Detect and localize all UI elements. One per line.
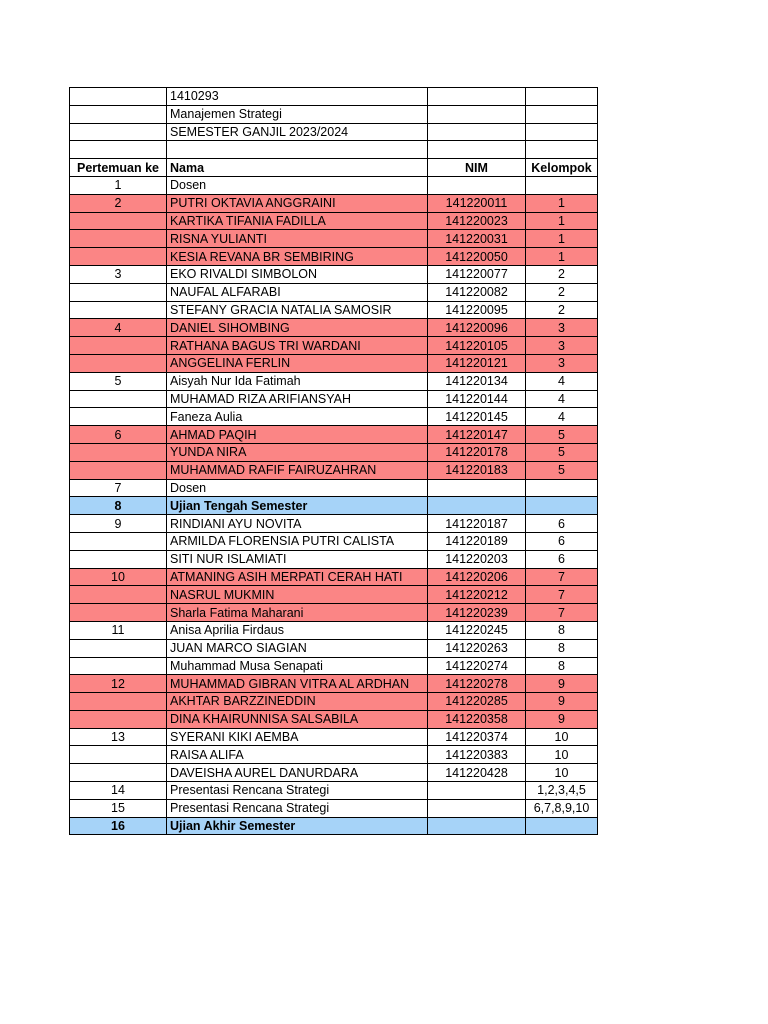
- table-row: [70, 657, 598, 675]
- cell-nim: 141220278: [428, 675, 526, 693]
- empty-cell: [526, 123, 598, 141]
- empty-cell: [428, 105, 526, 123]
- empty-cell: [70, 123, 167, 141]
- cell-kelompok: 2: [526, 301, 598, 319]
- cell-pertemuan: [70, 639, 167, 657]
- cell-nim: [428, 479, 526, 497]
- cell-nim: 141220105: [428, 337, 526, 355]
- cell-kelompok: 1: [526, 248, 598, 266]
- cell-pertemuan: 4: [70, 319, 167, 337]
- semester-label: SEMESTER GANJIL 2023/2024: [167, 123, 428, 141]
- table-body: [70, 88, 598, 835]
- cell-kelompok: 4: [526, 372, 598, 390]
- cell-pertemuan: [70, 301, 167, 319]
- cell-nim: 141220178: [428, 443, 526, 461]
- cell-nim: 141220011: [428, 194, 526, 212]
- cell-pertemuan: [70, 248, 167, 266]
- cell-nama: KESIA REVANA BR SEMBIRING: [167, 248, 428, 266]
- cell-kelompok: 3: [526, 337, 598, 355]
- cell-pertemuan: 7: [70, 479, 167, 497]
- cell-kelompok: 2: [526, 265, 598, 283]
- table-row: [70, 764, 598, 782]
- cell-nama: Muhammad Musa Senapati: [167, 657, 428, 675]
- cell-nama: MUHAMMAD GIBRAN VITRA AL ARDHAN: [167, 675, 428, 693]
- cell-kelompok: 8: [526, 639, 598, 657]
- cell-pertemuan: [70, 283, 167, 301]
- table-row: [70, 568, 598, 586]
- cell-kelompok: 9: [526, 710, 598, 728]
- cell-nama: EKO RIVALDI SIMBOLON: [167, 265, 428, 283]
- cell-pertemuan: 5: [70, 372, 167, 390]
- cell-pertemuan: 6: [70, 426, 167, 444]
- cell-nim: [428, 817, 526, 835]
- table-row: [70, 283, 598, 301]
- table-row: [70, 461, 598, 479]
- cell-kelompok: 4: [526, 390, 598, 408]
- cell-nama: DANIEL SIHOMBING: [167, 319, 428, 337]
- cell-nama: Faneza Aulia: [167, 408, 428, 426]
- course-name: Manajemen Strategi: [167, 105, 428, 123]
- cell-nim: 141220189: [428, 532, 526, 550]
- table-row: [70, 586, 598, 604]
- cell-pertemuan: [70, 212, 167, 230]
- table-row: [70, 390, 598, 408]
- table-row: [70, 746, 598, 764]
- cell-kelompok: 10: [526, 764, 598, 782]
- cell-kelompok: 5: [526, 426, 598, 444]
- table-row: [70, 176, 598, 194]
- header-pertemuan: Pertemuan ke: [70, 159, 167, 177]
- cell-pertemuan: [70, 586, 167, 604]
- cell-nim: 141220145: [428, 408, 526, 426]
- cell-nim: 141220050: [428, 248, 526, 266]
- info-row-course: [70, 105, 598, 123]
- cell-pertemuan: [70, 461, 167, 479]
- cell-kelompok: 7: [526, 568, 598, 586]
- cell-nim: 141220239: [428, 604, 526, 622]
- header-nim: NIM: [428, 159, 526, 177]
- cell-kelompok: 6: [526, 515, 598, 533]
- table-row: [70, 194, 598, 212]
- cell-pertemuan: 3: [70, 265, 167, 283]
- cell-kelompok: 3: [526, 354, 598, 372]
- table-row: [70, 354, 598, 372]
- cell-nim: 141220121: [428, 354, 526, 372]
- cell-kelompok: 3: [526, 319, 598, 337]
- cell-nim: 141220077: [428, 265, 526, 283]
- cell-nama: KARTIKA TIFANIA FADILLA: [167, 212, 428, 230]
- cell-pertemuan: 9: [70, 515, 167, 533]
- cell-kelompok: [526, 479, 598, 497]
- cell-nim: 141220147: [428, 426, 526, 444]
- cell-nim: 141220183: [428, 461, 526, 479]
- table-row: [70, 265, 598, 283]
- schedule-table: [69, 87, 598, 835]
- cell-pertemuan: 1: [70, 176, 167, 194]
- cell-pertemuan: 10: [70, 568, 167, 586]
- cell-kelompok: 7: [526, 604, 598, 622]
- table-row: [70, 515, 598, 533]
- cell-nama: YUNDA NIRA: [167, 443, 428, 461]
- cell-kelompok: 10: [526, 746, 598, 764]
- table-row: [70, 604, 598, 622]
- cell-pertemuan: 14: [70, 782, 167, 800]
- cell-kelompok: 6,7,8,9,10: [526, 799, 598, 817]
- cell-pertemuan: [70, 550, 167, 568]
- cell-nim: 141220031: [428, 230, 526, 248]
- table-row: [70, 497, 598, 515]
- cell-nama: Aisyah Nur Ida Fatimah: [167, 372, 428, 390]
- cell-pertemuan: [70, 532, 167, 550]
- empty-cell: [428, 141, 526, 159]
- cell-nim: 141220206: [428, 568, 526, 586]
- cell-kelompok: 8: [526, 621, 598, 639]
- cell-nama: RISNA YULIANTI: [167, 230, 428, 248]
- cell-nim: [428, 176, 526, 194]
- table-row: [70, 301, 598, 319]
- cell-nim: 141220144: [428, 390, 526, 408]
- table-row: [70, 550, 598, 568]
- course-code: 1410293: [167, 88, 428, 106]
- table-row: [70, 621, 598, 639]
- table-row: [70, 639, 598, 657]
- cell-nama: Anisa Aprilia Firdaus: [167, 621, 428, 639]
- cell-kelompok: 1,2,3,4,5: [526, 782, 598, 800]
- cell-nim: 141220428: [428, 764, 526, 782]
- cell-nama: Ujian Tengah Semester: [167, 497, 428, 515]
- cell-nama: DINA KHAIRUNNISA SALSABILA: [167, 710, 428, 728]
- cell-nama: MUHAMAD RIZA ARIFIANSYAH: [167, 390, 428, 408]
- cell-kelompok: 6: [526, 550, 598, 568]
- cell-nim: 141220212: [428, 586, 526, 604]
- cell-nim: [428, 497, 526, 515]
- cell-kelompok: [526, 497, 598, 515]
- table-row: [70, 212, 598, 230]
- empty-cell: [70, 88, 167, 106]
- cell-nama: RAISA ALIFA: [167, 746, 428, 764]
- table-row: [70, 319, 598, 337]
- cell-nim: 141220134: [428, 372, 526, 390]
- cell-nama: ARMILDA FLORENSIA PUTRI CALISTA: [167, 532, 428, 550]
- cell-kelompok: 8: [526, 657, 598, 675]
- cell-nim: 141220245: [428, 621, 526, 639]
- cell-nama: STEFANY GRACIA NATALIA SAMOSIR: [167, 301, 428, 319]
- cell-nama: Ujian Akhir Semester: [167, 817, 428, 835]
- cell-nim: 141220187: [428, 515, 526, 533]
- cell-nama: JUAN MARCO SIAGIAN: [167, 639, 428, 657]
- cell-kelompok: 1: [526, 194, 598, 212]
- cell-pertemuan: [70, 693, 167, 711]
- cell-pertemuan: [70, 390, 167, 408]
- cell-kelompok: 10: [526, 728, 598, 746]
- table-row: [70, 479, 598, 497]
- cell-nim: 141220263: [428, 639, 526, 657]
- empty-cell: [526, 88, 598, 106]
- cell-kelompok: 1: [526, 212, 598, 230]
- cell-kelompok: 5: [526, 443, 598, 461]
- header-kelompok: Kelompok: [526, 159, 598, 177]
- cell-pertemuan: 8: [70, 497, 167, 515]
- cell-nama: AHMAD PAQIH: [167, 426, 428, 444]
- cell-kelompok: 9: [526, 693, 598, 711]
- cell-nama: SYERANI KIKI AEMBA: [167, 728, 428, 746]
- table-row: [70, 782, 598, 800]
- cell-nim: 141220095: [428, 301, 526, 319]
- cell-kelompok: 1: [526, 230, 598, 248]
- table-row: [70, 693, 598, 711]
- empty-cell: [428, 123, 526, 141]
- header-nama: Nama: [167, 159, 428, 177]
- cell-pertemuan: [70, 604, 167, 622]
- cell-pertemuan: [70, 230, 167, 248]
- cell-pertemuan: 16: [70, 817, 167, 835]
- table-row: [70, 675, 598, 693]
- cell-nama: NASRUL MUKMIN: [167, 586, 428, 604]
- cell-kelompok: [526, 176, 598, 194]
- cell-pertemuan: [70, 354, 167, 372]
- cell-nama: Dosen: [167, 176, 428, 194]
- table-row: [70, 372, 598, 390]
- cell-nama: ANGGELINA FERLIN: [167, 354, 428, 372]
- cell-nim: [428, 782, 526, 800]
- table-row: [70, 799, 598, 817]
- cell-kelompok: 6: [526, 532, 598, 550]
- cell-kelompok: 5: [526, 461, 598, 479]
- cell-nim: 141220285: [428, 693, 526, 711]
- cell-kelompok: 9: [526, 675, 598, 693]
- cell-pertemuan: 13: [70, 728, 167, 746]
- cell-nama: DAVEISHA AUREL DANURDARA: [167, 764, 428, 782]
- info-row-semester: [70, 123, 598, 141]
- cell-nama: Sharla Fatima Maharani: [167, 604, 428, 622]
- empty-cell: [70, 105, 167, 123]
- cell-nim: 141220358: [428, 710, 526, 728]
- cell-pertemuan: [70, 764, 167, 782]
- table-row: [70, 817, 598, 835]
- empty-cell: [526, 141, 598, 159]
- cell-nim: 141220023: [428, 212, 526, 230]
- empty-cell: [526, 105, 598, 123]
- table-row: [70, 710, 598, 728]
- info-row-code: [70, 88, 598, 106]
- cell-pertemuan: [70, 443, 167, 461]
- header-row: [70, 159, 598, 177]
- cell-nama: Presentasi Rencana Strategi: [167, 799, 428, 817]
- table-row: [70, 230, 598, 248]
- cell-pertemuan: 11: [70, 621, 167, 639]
- cell-nama: PUTRI OKTAVIA ANGGRAINI: [167, 194, 428, 212]
- cell-nim: 141220374: [428, 728, 526, 746]
- cell-nama: ATMANING ASIH MERPATI CERAH HATI: [167, 568, 428, 586]
- table-row: [70, 337, 598, 355]
- cell-nama: SITI NUR ISLAMIATI: [167, 550, 428, 568]
- cell-pertemuan: [70, 746, 167, 764]
- cell-nama: RATHANA BAGUS TRI WARDANI: [167, 337, 428, 355]
- table-row: [70, 532, 598, 550]
- cell-pertemuan: 12: [70, 675, 167, 693]
- table-row: [70, 443, 598, 461]
- cell-nim: 141220096: [428, 319, 526, 337]
- cell-nama: RINDIANI AYU NOVITA: [167, 515, 428, 533]
- cell-nama: MUHAMMAD RAFIF FAIRUZAHRAN: [167, 461, 428, 479]
- cell-pertemuan: 2: [70, 194, 167, 212]
- cell-kelompok: 7: [526, 586, 598, 604]
- cell-kelompok: 2: [526, 283, 598, 301]
- cell-nim: 141220082: [428, 283, 526, 301]
- cell-pertemuan: 15: [70, 799, 167, 817]
- cell-nim: 141220383: [428, 746, 526, 764]
- cell-kelompok: [526, 817, 598, 835]
- table-row: [70, 248, 598, 266]
- cell-nama: AKHTAR BARZZINEDDIN: [167, 693, 428, 711]
- cell-pertemuan: [70, 710, 167, 728]
- cell-pertemuan: [70, 337, 167, 355]
- cell-nim: [428, 799, 526, 817]
- cell-nama: NAUFAL ALFARABI: [167, 283, 428, 301]
- cell-pertemuan: [70, 408, 167, 426]
- empty-cell: [428, 88, 526, 106]
- cell-nim: 141220274: [428, 657, 526, 675]
- spacer-row: [70, 141, 598, 159]
- cell-nama: Presentasi Rencana Strategi: [167, 782, 428, 800]
- empty-cell: [70, 141, 167, 159]
- table-row: [70, 408, 598, 426]
- table-row: [70, 426, 598, 444]
- table-row: [70, 728, 598, 746]
- cell-nim: 141220203: [428, 550, 526, 568]
- cell-nama: Dosen: [167, 479, 428, 497]
- cell-pertemuan: [70, 657, 167, 675]
- cell-kelompok: 4: [526, 408, 598, 426]
- empty-cell: [167, 141, 428, 159]
